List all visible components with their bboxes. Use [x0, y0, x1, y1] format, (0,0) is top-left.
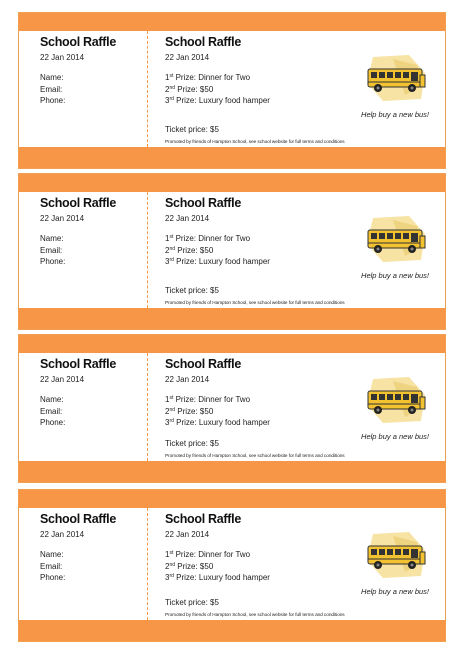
ticket-price: Ticket price: $5	[165, 439, 219, 448]
raffle-ticket	[18, 173, 446, 330]
prize-item: 1st Prize: Dinner for Two	[165, 234, 251, 243]
stub-date: 22 Jan 2014	[40, 214, 85, 223]
main-title: School Raffle	[165, 35, 241, 49]
promo-text: Promoted by friends of Hampton School, see school website for full terms and conditions	[165, 612, 345, 617]
raffle-ticket	[18, 489, 446, 642]
ticket-main	[165, 357, 437, 458]
ticket-stub	[40, 196, 116, 268]
raffle-ticket	[18, 12, 446, 169]
stub-fields	[40, 394, 116, 429]
school-bus-icon	[365, 55, 427, 101]
tagline: Help buy a new bus!	[361, 110, 429, 119]
ticket-main	[165, 196, 437, 305]
perforation-line	[147, 353, 148, 461]
main-date: 22 Jan 2014	[165, 530, 210, 539]
stub-date: 22 Jan 2014	[40, 375, 85, 384]
stub-field-email: Email:	[40, 406, 63, 416]
main-title: School Raffle	[165, 512, 241, 526]
stub-title: School Raffle	[40, 35, 116, 49]
prize-item: 1st Prize: Dinner for Two	[165, 73, 251, 82]
stub-field-email: Email:	[40, 84, 63, 94]
ticket-bottom-band	[19, 308, 445, 329]
main-title: School Raffle	[165, 357, 241, 371]
ticket-bottom-band	[19, 620, 445, 641]
ticket-stub	[40, 357, 116, 429]
perforation-line	[147, 31, 148, 147]
school-bus-icon	[365, 377, 427, 423]
school-bus-icon	[365, 532, 427, 578]
ticket-stub	[40, 35, 116, 107]
ticket-stub	[40, 512, 116, 584]
perforation-line	[147, 508, 148, 620]
ticket-top-band	[19, 13, 445, 31]
stub-field-name: Name:	[40, 550, 64, 559]
stub-date: 22 Jan 2014	[40, 53, 85, 62]
promo-text: Promoted by friends of Hampton School, see school website for full terms and conditions	[165, 139, 345, 144]
stub-field-name: Name:	[40, 73, 64, 82]
ticket-main	[165, 35, 437, 144]
prize-item: 3rd Prize: Luxury food hamper	[165, 96, 270, 105]
stub-date: 22 Jan 2014	[40, 530, 85, 539]
stub-title: School Raffle	[40, 512, 116, 526]
stub-field-phone: Phone:	[40, 96, 66, 105]
stub-field-phone: Phone:	[40, 257, 66, 266]
prize-item: 2nd Prize: $50	[165, 84, 214, 94]
stub-fields	[40, 549, 116, 584]
ticket-bottom-band	[19, 461, 445, 482]
ticket-top-band	[19, 490, 445, 508]
stub-field-name: Name:	[40, 395, 64, 404]
tagline: Help buy a new bus!	[361, 432, 429, 441]
stub-fields	[40, 233, 116, 268]
prize-item: 3rd Prize: Luxury food hamper	[165, 573, 270, 582]
promo-text: Promoted by friends of Hampton School, see school website for full terms and conditions	[165, 453, 345, 458]
school-bus-icon	[365, 216, 427, 262]
prize-item: 1st Prize: Dinner for Two	[165, 395, 251, 404]
perforation-line	[147, 192, 148, 308]
stub-title: School Raffle	[40, 357, 116, 371]
stub-field-email: Email:	[40, 245, 63, 255]
stub-title: School Raffle	[40, 196, 116, 210]
prize-item: 1st Prize: Dinner for Two	[165, 550, 251, 559]
ticket-price: Ticket price: $5	[165, 598, 219, 607]
main-date: 22 Jan 2014	[165, 375, 210, 384]
main-date: 22 Jan 2014	[165, 53, 210, 62]
ticket-price: Ticket price: $5	[165, 125, 219, 134]
ticket-main	[165, 512, 437, 617]
ticket-top-band	[19, 174, 445, 192]
prize-item: 2nd Prize: $50	[165, 245, 214, 255]
stub-fields	[40, 72, 116, 107]
tagline: Help buy a new bus!	[361, 587, 429, 596]
stub-field-phone: Phone:	[40, 418, 66, 427]
stub-field-name: Name:	[40, 234, 64, 243]
stub-field-email: Email:	[40, 561, 63, 571]
prize-item: 3rd Prize: Luxury food hamper	[165, 257, 270, 266]
stub-field-phone: Phone:	[40, 573, 66, 582]
promo-text: Promoted by friends of Hampton School, see school website for full terms and conditions	[165, 300, 345, 305]
ticket-top-band	[19, 335, 445, 353]
ticket-price: Ticket price: $5	[165, 286, 219, 295]
main-title: School Raffle	[165, 196, 241, 210]
prize-item: 2nd Prize: $50	[165, 406, 214, 416]
main-date: 22 Jan 2014	[165, 214, 210, 223]
tagline: Help buy a new bus!	[361, 271, 429, 280]
raffle-ticket	[18, 334, 446, 483]
ticket-bottom-band	[19, 147, 445, 168]
prize-item: 3rd Prize: Luxury food hamper	[165, 418, 270, 427]
prize-item: 2nd Prize: $50	[165, 561, 214, 571]
